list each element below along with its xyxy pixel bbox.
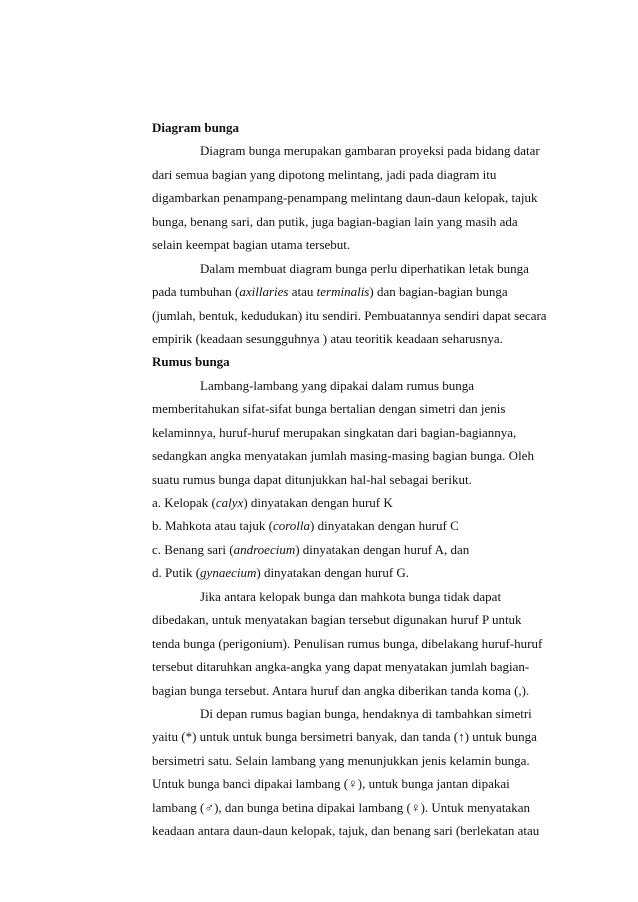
text-run: ) dinyatakan dengan huruf K bbox=[243, 495, 393, 510]
text-run: pada tumbuhan ( bbox=[152, 284, 240, 300]
text-run: atau bbox=[288, 284, 317, 300]
italic-term: terminalis bbox=[316, 284, 370, 300]
list-item bbox=[152, 538, 548, 561]
paragraph-line: suatu rumus bunga dapat ditunjukkan hal-hal sebagai berikut. bbox=[152, 471, 472, 487]
paragraph-line: tersebut ditaruhkan angka-angka yang dapat menyatakan jumlah bagian- bbox=[152, 659, 530, 675]
page-body bbox=[152, 116, 548, 843]
paragraph-line: empirik (keadaan sesungguhnya ) atau teoritik keadaan seharusnya. bbox=[152, 330, 503, 346]
text-run: a. Kelopak ( bbox=[152, 495, 216, 510]
paragraph-line: Di depan rumus bagian bunga, hendaknya di tambahkan simetri bbox=[200, 705, 532, 721]
heading-diagram-bunga: Diagram bunga bbox=[152, 120, 240, 135]
paragraph-line: selain keempat bagian utama tersebut. bbox=[152, 237, 351, 253]
paragraph-line: Lambang-lambang yang dipakai dalam rumus bunga bbox=[200, 377, 475, 393]
text-run: c. Benang sari ( bbox=[152, 541, 234, 557]
paragraph-line: bersimetri satu. Selain lambang yang menunjukkan jenis kelamin bunga. bbox=[152, 752, 530, 768]
paragraph-line: bunga, benang sari, dan putik, juga bagian-bagian lain yang masih ada bbox=[152, 213, 518, 229]
italic-term: corolla bbox=[272, 518, 311, 534]
paragraph-line: sedangkan angka menyatakan jumlah masing-masing bagian bunga. Oleh bbox=[152, 448, 534, 464]
list-item bbox=[152, 514, 548, 537]
paragraph-line: keadaan antara daun-daun kelopak, tajuk, dan benang sari (berlekatan atau bbox=[152, 823, 540, 839]
paragraph-line: tenda bunga (perigonium). Penulisan rumus bunga, dibelakang huruf-huruf bbox=[152, 635, 543, 651]
italic-term: axillaries bbox=[239, 284, 289, 300]
italic-term: gynaecium bbox=[200, 565, 257, 581]
paragraph-line: Untuk bunga banci dipakai lambang (♀), untuk bunga jantan dipakai bbox=[152, 776, 510, 792]
text-run: d. Putik ( bbox=[152, 565, 201, 581]
text-run: ) dinyatakan dengan huruf C bbox=[310, 518, 459, 534]
list-item bbox=[152, 561, 548, 584]
paragraph-line: dibedakan, untuk menyatakan bagian tersebut digunakan huruf P untuk bbox=[152, 612, 522, 628]
paragraph-line: Diagram bunga merupakan gambaran proyeksi pada bidang datar bbox=[200, 143, 540, 159]
paragraph-line: kelaminnya, huruf-huruf merupakan singkatan dari bagian-bagiannya, bbox=[152, 424, 517, 440]
paragraph-line: Jika antara kelopak bunga dan mahkota bunga tidak dapat bbox=[200, 588, 502, 604]
paragraph-line: memberitahukan sifat-sifat bunga bertalian dengan simetri dan jenis bbox=[152, 401, 506, 417]
paragraph-line: digambarkan penampang-penampang melintang daun-daun kelopak, tajuk bbox=[152, 190, 538, 206]
text-run: b. Mahkota atau tajuk ( bbox=[152, 518, 273, 534]
text-run: ) dinyatakan dengan huruf A, dan bbox=[295, 541, 470, 557]
italic-term: calyx bbox=[215, 495, 244, 510]
text-run: ) dinyatakan dengan huruf G. bbox=[256, 565, 410, 581]
paragraph-line: dari semua bagian yang dipotong melintang, jadi pada diagram itu bbox=[152, 166, 497, 182]
paragraph-line: Dalam membuat diagram bunga perlu diperhatikan letak bunga bbox=[200, 260, 529, 276]
paragraph-line: lambang (♂), dan bunga betina dipakai lambang (♀). Untuk menyatakan bbox=[152, 799, 530, 815]
italic-term: androecium bbox=[233, 541, 296, 557]
text-run: ) dan bagian-bagian bunga bbox=[369, 284, 508, 300]
paragraph-line: (jumlah, bentuk, kedudukan) itu sendiri. Pembuatannya sendiri dapat secara bbox=[152, 307, 547, 323]
list-item bbox=[152, 491, 548, 514]
paragraph-line bbox=[152, 280, 548, 303]
paragraph-line: yaitu (*) untuk untuk bunga bersimetri banyak, dan tanda (↑) untuk bunga bbox=[152, 729, 537, 745]
paragraph-line: bagian bunga tersebut. Antara huruf dan angka diberikan tanda koma (,). bbox=[152, 682, 530, 698]
heading-rumus-bunga: Rumus bunga bbox=[152, 354, 230, 370]
